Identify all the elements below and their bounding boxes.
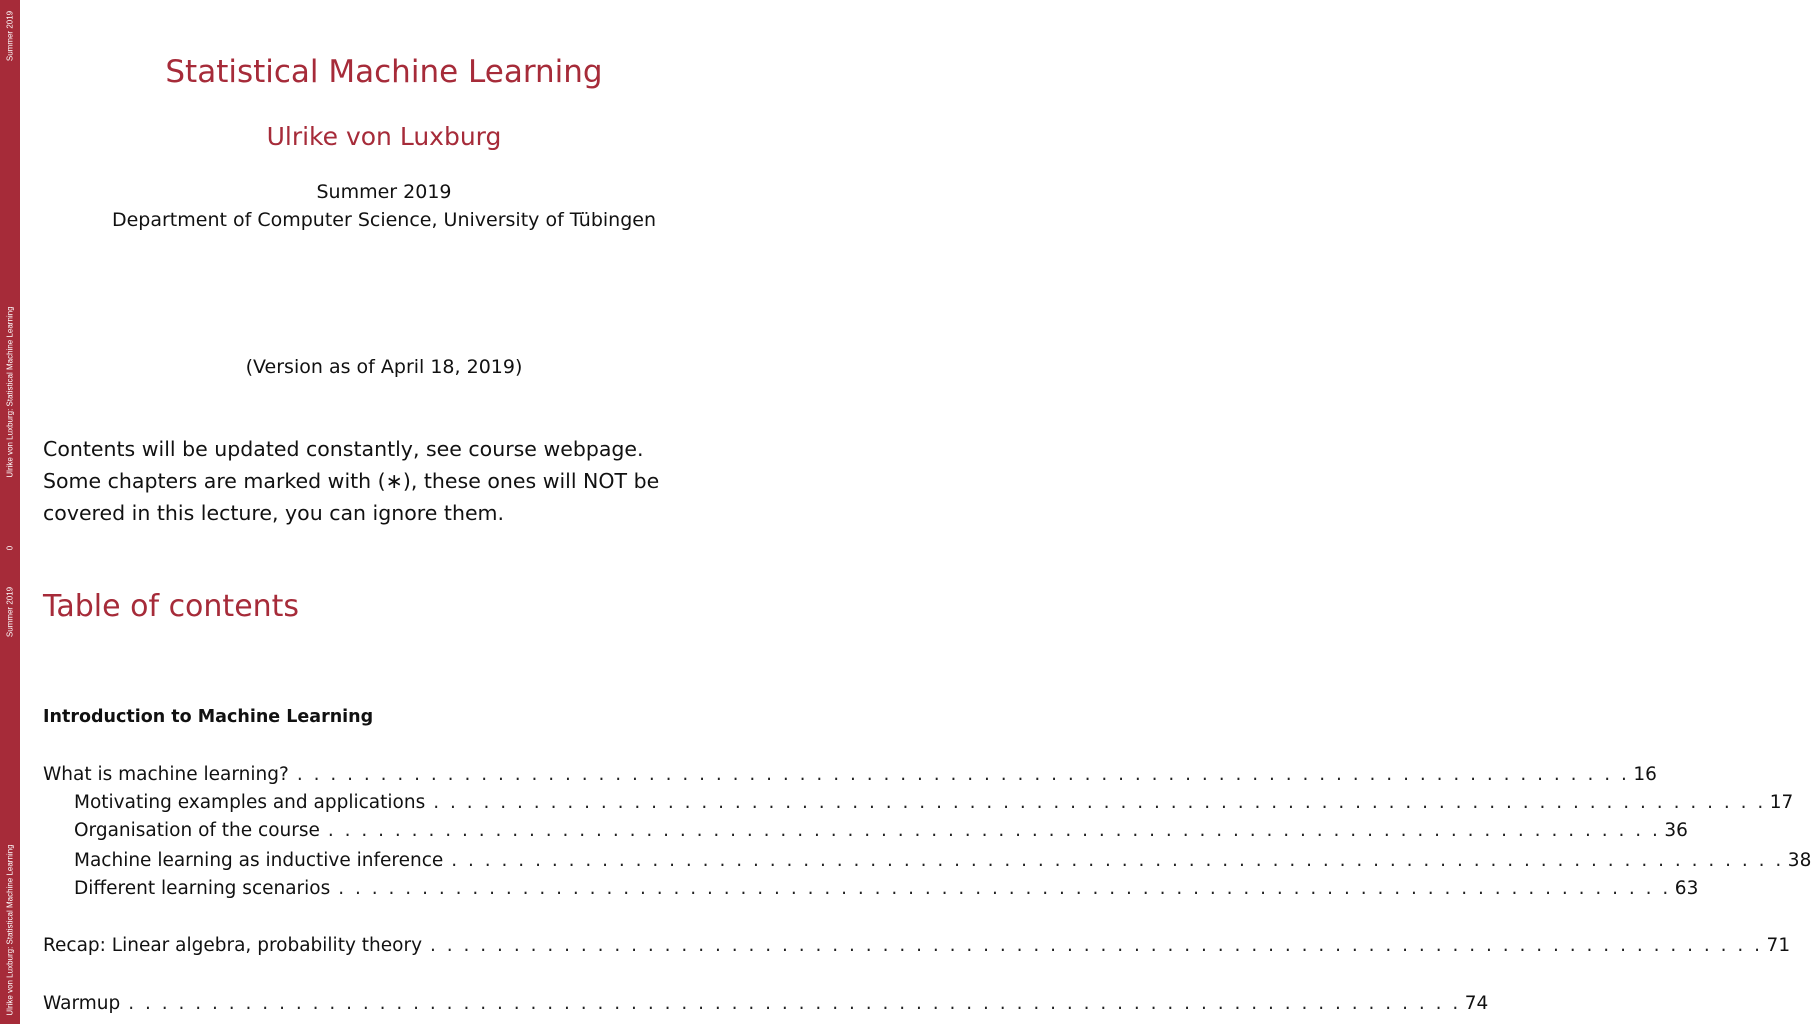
toc-leader-dots: . . . . . . . . . . . . . . . . . . . . . . . . . . . . . . . . . . . . . . . . . . . . . . . . . . . . . . . . . . . . . . . . . . . . . . . . . . . . . . . .: [451, 850, 1784, 871]
toc-subentry[interactable]: [74, 850, 1811, 874]
sidebar-course-title-2: Ulrike von Luxburg: Statistical Machine Learning: [5, 844, 15, 1016]
sidebar-course-title: Ulrike von Luxburg: Statistical Machine Learning: [5, 306, 15, 478]
document-department: Department of Computer Science, University of Tübingen: [111, 209, 657, 231]
toc-heading: Table of contents: [43, 589, 300, 624]
toc-entry-page: 17: [1769, 792, 1794, 813]
toc-subentry[interactable]: [74, 792, 1794, 816]
notice-line-1: Contents will be updated constantly, see course webpage.: [43, 437, 644, 461]
toc-entry[interactable]: [43, 993, 1489, 1017]
toc-entry-page: 16: [1633, 764, 1657, 785]
toc-leader-dots: . . . . . . . . . . . . . . . . . . . . . . . . . . . . . . . . . . . . . . . . . . . . . . . . . . . . . . . . . . . . . . . . . . . . . . . . . . . . . . . .: [128, 993, 1461, 1014]
toc-subentry[interactable]: [74, 878, 1699, 902]
toc-entry-label: Warmup: [43, 993, 121, 1014]
toc-leader-dots: . . . . . . . . . . . . . . . . . . . . . . . . . . . . . . . . . . . . . . . . . . . . . . . . . . . . . . . . . . . . . . . . . . . . . . . . . . . . . . . .: [327, 820, 1661, 841]
toc-entry-label: Organisation of the course: [74, 820, 320, 841]
notice-line-2: Some chapters are marked with (∗), these ones will NOT be: [43, 469, 660, 493]
toc-entry-page: 38: [1787, 850, 1811, 871]
document-term: Summer 2019: [316, 181, 452, 203]
notice-line-3: covered in this lecture, you can ignore them.: [43, 501, 505, 525]
toc-leader-dots: . . . . . . . . . . . . . . . . . . . . . . . . . . . . . . . . . . . . . . . . . . . . . . . . . . . . . . . . . . . . . . . . . . . . . . . . . . . . . . . .: [430, 935, 1763, 956]
toc-leader-dots: . . . . . . . . . . . . . . . . . . . . . . . . . . . . . . . . . . . . . . . . . . . . . . . . . . . . . . . . . . . . . . . . . . . . . . . . . . . . . . . .: [433, 792, 1766, 813]
sidebar-strip: [0, 0, 20, 1024]
toc-entry-label: Recap: Linear algebra, probability theory: [43, 935, 423, 956]
toc-entry-label: Motivating examples and applications: [74, 792, 426, 813]
toc-entry-page: 36: [1664, 820, 1688, 841]
toc-subentry[interactable]: [74, 820, 1688, 844]
sidebar-term: Summer 2019: [5, 10, 15, 62]
toc-entry[interactable]: [43, 935, 1791, 959]
toc-entry-label: Different learning scenarios: [74, 878, 331, 899]
toc-entry-page: 63: [1674, 878, 1699, 899]
document-version: (Version as of April 18, 2019): [245, 356, 523, 378]
sidebar-page-number: 0: [5, 545, 15, 551]
toc-leader-dots: . . . . . . . . . . . . . . . . . . . . . . . . . . . . . . . . . . . . . . . . . . . . . . . . . . . . . . . . . . . . . . . . . . . . . . . . . . . . . . . .: [338, 878, 1671, 899]
toc-entry-label: What is machine learning?: [43, 764, 289, 785]
toc-entry-label: Machine learning as inductive inference: [74, 850, 444, 871]
toc-entry-page: 74: [1464, 993, 1489, 1014]
document-author: Ulrike von Luxburg: [266, 122, 502, 151]
toc-leader-dots: . . . . . . . . . . . . . . . . . . . . . . . . . . . . . . . . . . . . . . . . . . . . . . . . . . . . . . . . . . . . . . . . . . . . . . . . . . . . . . . .: [296, 764, 1630, 785]
sidebar-term-2: Summer 2019: [5, 586, 15, 638]
toc-entry-page: 71: [1766, 935, 1791, 956]
document-title: Statistical Machine Learning: [165, 54, 603, 90]
toc-entry[interactable]: [43, 764, 1657, 788]
toc-section-heading: Introduction to Machine Learning: [43, 707, 374, 727]
